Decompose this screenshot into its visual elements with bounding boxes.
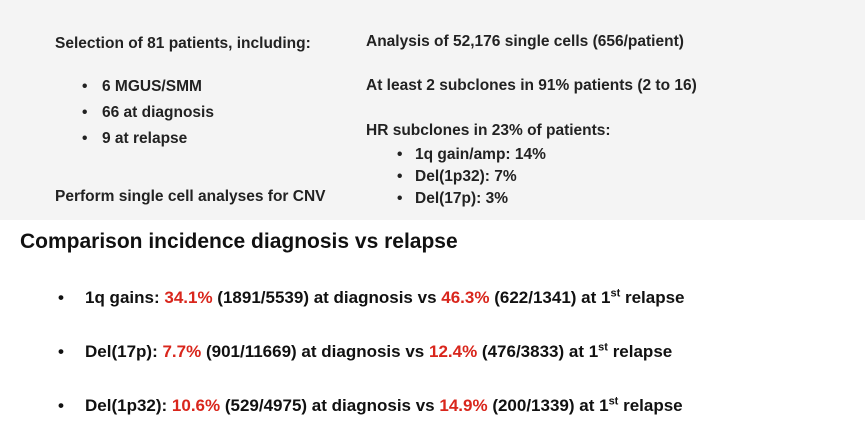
ordinal-suffix: st <box>598 341 608 354</box>
hr-item-del1p32: • Del(1p32): 7% <box>415 168 517 186</box>
cnv-analysis-note: Perform single cell analyses for CNV <box>55 188 326 205</box>
bullet-dot: • <box>58 342 64 361</box>
selection-item-mgus: • 6 MGUS/SMM <box>102 78 202 96</box>
subclones-line: At least 2 subclones in 91% patients (2 to 16) <box>366 77 697 94</box>
ordinal-suffix: st <box>608 395 619 408</box>
diagnosis-percent: 10.6% <box>171 396 221 415</box>
hr-item-1q: • 1q gain/amp: 14% <box>415 146 546 164</box>
relapse-word: relapse <box>623 396 683 415</box>
row-label: 1q gains: <box>85 288 160 307</box>
comparison-row-del1p32 <box>85 396 683 416</box>
comparison-title: Comparison incidence diagnosis vs relapse <box>20 230 458 253</box>
hr-item-del17p: • Del(17p): 3% <box>415 190 508 208</box>
row-label: Del(17p): <box>85 342 158 361</box>
relapse-percent: 12.4% <box>428 342 478 361</box>
diagnosis-counts: (1891/5539) at diagnosis vs <box>217 288 437 307</box>
relapse-counts: (200/1339) at 1 <box>492 396 609 415</box>
relapse-counts: (476/3833) at 1 <box>481 342 599 361</box>
selection-item-diagnosis: • 66 at diagnosis <box>102 104 214 122</box>
comparison-row-del17p <box>85 342 672 362</box>
selection-item-relapse: • 9 at relapse <box>102 130 187 148</box>
ordinal-suffix: st <box>610 287 621 300</box>
bullet-dot: • <box>58 396 64 415</box>
diagnosis-counts: (529/4975) at diagnosis vs <box>224 396 435 415</box>
row-label: Del(1p32): <box>85 396 168 415</box>
bullet-dot: • <box>58 288 64 307</box>
cells-analysis-line: Analysis of 52,176 single cells (656/patient) <box>366 33 684 50</box>
comparison-row-1q <box>85 288 685 308</box>
relapse-word: relapse <box>612 342 673 361</box>
diagnosis-counts: (901/11669) at diagnosis vs <box>205 342 425 361</box>
relapse-word: relapse <box>624 288 685 307</box>
selection-heading: Selection of 81 patients, including: <box>55 35 311 52</box>
relapse-percent: 14.9% <box>439 396 488 415</box>
relapse-counts: (622/1341) at 1 <box>494 288 611 307</box>
diagnosis-percent: 34.1% <box>164 288 213 307</box>
relapse-percent: 46.3% <box>441 288 490 307</box>
diagnosis-percent: 7.7% <box>162 342 202 361</box>
hr-subclones-heading: HR subclones in 23% of patients: <box>366 122 611 139</box>
